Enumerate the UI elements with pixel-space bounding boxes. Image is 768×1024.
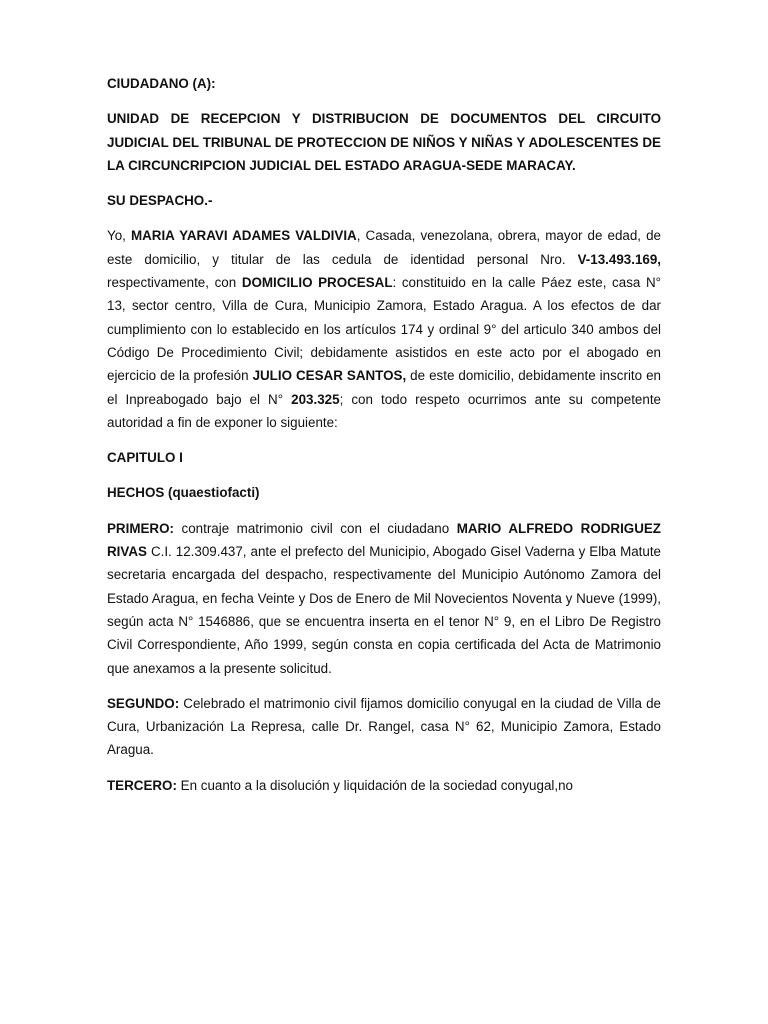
segundo-paragraph [107,692,661,762]
intro-paragraph [107,224,661,434]
primero-text: contraje matrimonio civil con el ciudadano [173,520,457,536]
intro-text: de este domicilio, debidamente inscrito en el Inpreabogado bajo el N° [107,368,661,407]
lawyer-name: JULIO CESAR SANTOS, [252,368,407,384]
spouse-name: MARIO ALFREDO RODRIGUEZ RIVAS [107,520,661,560]
intro-text: Yo, [107,228,131,244]
intro-text: ; con todo respeto ocurrimos ante su competente autoridad a fin de exponer lo siguiente: [107,391,661,430]
domicile-label: DOMICILIO PROCESAL [241,275,393,291]
section-title: HECHOS (quaestiofacti) [107,485,260,501]
segundo-label: SEGUNDO: [107,695,180,711]
intro-text: respectivamente, con [107,275,242,291]
primero-label: PRIMERO: [107,520,174,536]
document-body [107,72,661,797]
tercero-paragraph [107,774,661,797]
chapter-title: CAPITULO I [107,450,183,466]
segundo-text: Celebrado el matrimonio civil fijamos domicilio conyugal en la ciudad de Villa de Cura, Urbanización La Represa, calle Dr. Rangel, casa N° 62, Municipio Zamora, Estado Aragua. [107,695,661,758]
salutation: SU DESPACHO.- [107,193,213,209]
petitioner-name: MARIA YARAVI ADAMES VALDIVIA [130,228,357,244]
institution-heading: UNIDAD DE RECEPCION Y DISTRIBUCION DE DOCUMENTOS DEL CIRCUITO JUDICIAL DEL TRIBUNAL DE PROTECCION DE NIÑOS Y NIÑAS Y ADOLESCENTES DE LA CIRCUNCRIPCION JUDICIAL DEL ESTADO ARAGUA-SEDE MARACAY. [107,111,661,173]
tercero-label: TERCERO: [107,777,177,793]
petitioner-id: V-13.493.169, [577,251,661,267]
tercero-text: En cuanto a la disolución y liquidación de la sociedad conyugal,no [176,777,573,793]
lawyer-registry-number: 203.325 [291,391,340,407]
primero-paragraph [107,517,661,680]
intro-text: : constituido en la calle Páez este, casa N° 13, sector centro, Villa de Cura, Municipio Zamora, Estado Aragua. A los efectos de dar cumplimiento con lo establecido en los artículos 174 y ordinal 9° del articulo 340 ambos del Código De Procedimiento Civil; debidamente asistidos en este acto por el abogado en ejercicio de la profesión [107,275,661,384]
primero-text: C.I. 12.309.437, ante el prefecto del Municipio, Abogado Gisel Vaderna y Elba Matute secretaria encargada del despacho, respectivamente del Municipio Autónomo Zamora del Estado Aragua, en fecha Veinte y Dos de Enero de Mil Novecientos Noventa y Nueve (1999), según acta N° 1546886, que se encuentra inserta en el tenor N° 9, en el Libro De Registro Civil Correspondiente, Año 1999, según consta en copia certificada del Acta de Matrimonio que anexamos a la presente solicitud. [107,544,661,676]
addressee-line: CIUDADANO (A): [107,76,216,91]
intro-text: , Casada, venezolana, obrera, mayor de edad, de este domicilio, y titular de las cedula de identidad personal Nro. [107,228,661,267]
